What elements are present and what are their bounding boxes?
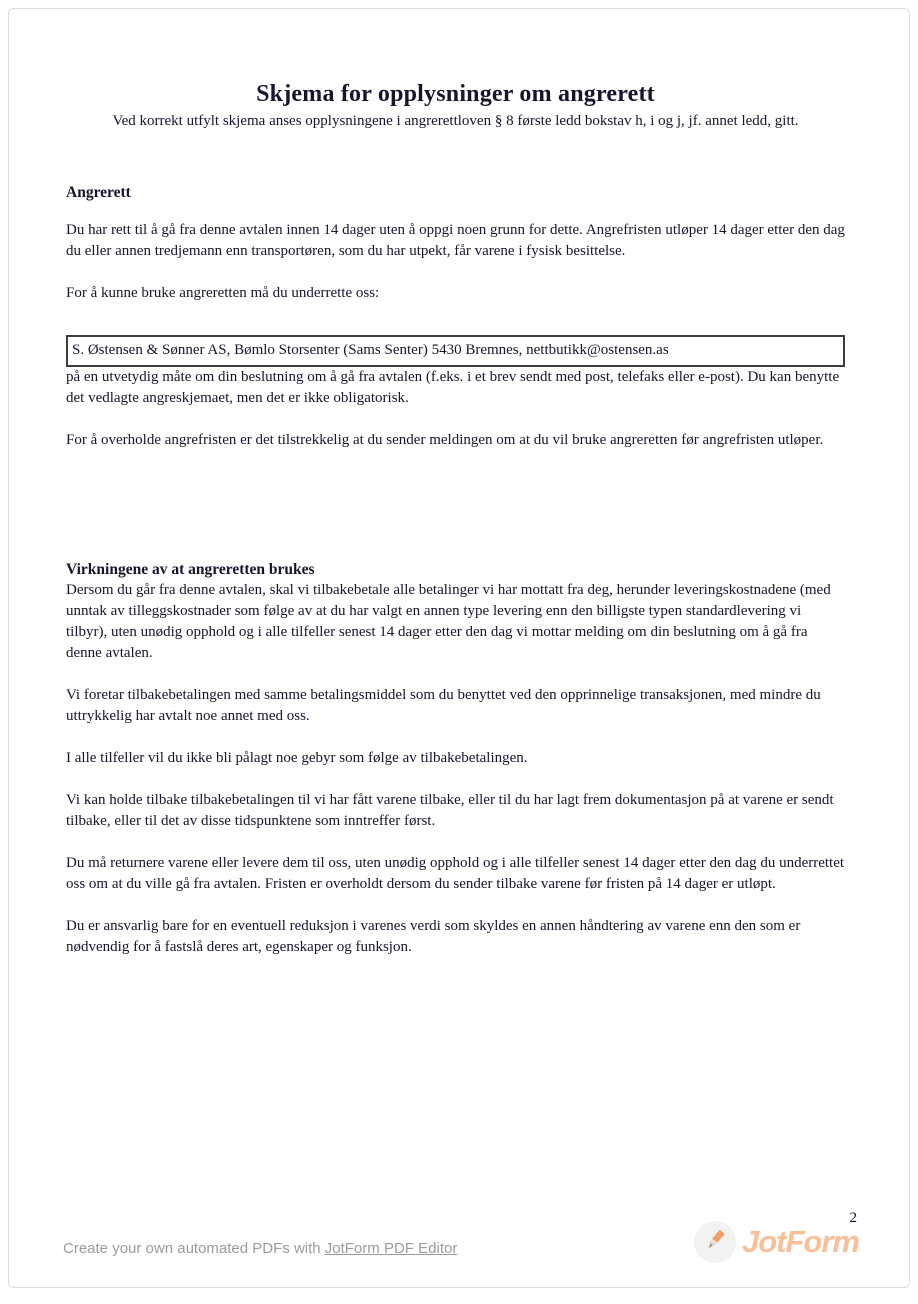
- document-subtitle: Ved korrekt utfylt skjema anses opplysningene i angrerettloven § 8 første ledd bokstav h, i og j, jf. annet ledd, gitt.: [112, 113, 799, 129]
- paragraph-unambiguous-statement: på en utvetydig måte om din beslutning om å gå fra avtalen (f.eks. i et brev sendt med post, telefaks eller e-post). Du kan benytte det vedlagte angreskjemaet, men det er ikke obligatorisk.: [66, 369, 840, 406]
- paragraph-withhold-refund: Vi kan holde tilbake tilbakebetalingen til vi har fått varene tilbake, eller til du har lagt frem dokumentasjon på at varene er sendt tilbake, eller til det av disse tidspunktene som inntreffer først.: [66, 792, 834, 829]
- paragraph-deadline-compliance: For å overholde angrefristen er det tilstrekkelig at du sender meldingen om at du vil bruke angreretten før angrefristen utløper.: [66, 432, 824, 448]
- paragraph-refund-obligation: Dersom du går fra denne avtalen, skal vi tilbakebetale alle betalinger vi har mottatt fra deg, herunder leveringskostnadene (med unntak av tilleggskostnader som følge av at du har valgt en annen type levering enn den billigste typen standardlevering vi tilbyr), uten unødig opphold og i alle tilfeller senest 14 dager etter den dag vi mottar melding om din beslutning om å gå fra denne avtalen.: [66, 582, 831, 661]
- section-heading-angrerett: Angrerett: [66, 184, 131, 201]
- jotform-logo: [694, 1221, 859, 1263]
- document-title: Skjema for opplysninger om angrerett: [256, 81, 655, 107]
- jotform-wordmark: JotForm: [742, 1224, 859, 1259]
- pencil-icon: [702, 1227, 728, 1258]
- page-number: 2: [849, 1210, 857, 1226]
- paragraph-notify-us: For å kunne bruke angreretten må du underrette oss:: [66, 285, 380, 301]
- contact-info-box: S. Østensen & Sønner AS, Bømlo Storsenter (Sams Senter) 5430 Bremnes, nettbutikk@ostensen.as: [66, 335, 845, 367]
- paragraph-return-goods: Du må returnere varene eller levere dem til oss, uten unødig opphold og i alle tilfeller senest 14 dager etter den dag du underrettet oss om at du ville gå fra avtalen. Fristen er overholdt dersom du sender tilbake varene før fristen på 14 dager er utløpt.: [66, 855, 845, 892]
- paragraph-no-fees: I alle tilfeller vil du ikke bli pålagt noe gebyr som følge av tilbakebetalingen.: [66, 750, 528, 766]
- paragraph-liability-reduction: Du er ansvarlig bare for en eventuell reduksjon i varenes verdi som skyldes en annen håndtering av varene enn den som er nødvendig for å fastslå deres art, egenskaper og funksjon.: [66, 918, 801, 955]
- document-page: [8, 8, 910, 1288]
- jotform-logo-circle: [694, 1221, 736, 1263]
- section-heading-virkninger: Virkningene av at angreretten brukes: [66, 561, 315, 578]
- jotform-pdf-editor-link[interactable]: JotForm PDF Editor: [324, 1240, 458, 1257]
- section-spacer: [66, 472, 845, 505]
- footer-promo-text: [63, 1240, 457, 1257]
- paragraph-refund-method: Vi foretar tilbakebetalingen med samme betalingsmiddel som du benyttet ved den opprinnelige transaksjonen, med mindre du uttrykkelig har avtalt noe annet med oss.: [66, 687, 821, 724]
- footer-promo-prefix: Create your own automated PDFs with: [63, 1240, 325, 1257]
- document-content: [9, 9, 909, 958]
- paragraph-withdrawal-right: Du har rett til å gå fra denne avtalen innen 14 dager uten å oppgi noen grunn for dette. Angrefristen utløper 14 dager etter den dag du eller annen tredjemann enn transportøren, som du har utpekt, får varene i fysisk besittelse.: [66, 222, 845, 259]
